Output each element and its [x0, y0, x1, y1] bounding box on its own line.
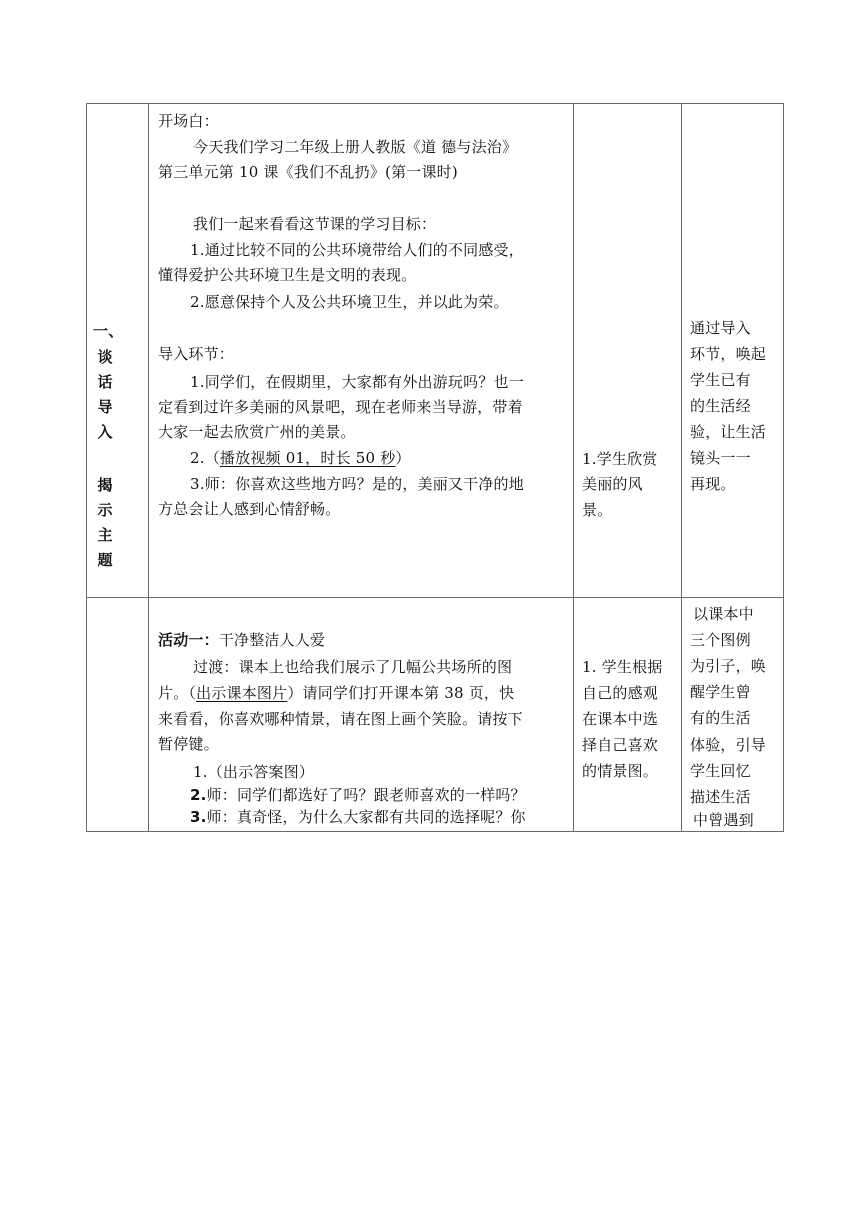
col-divider-3 [681, 103, 682, 832]
opening-label: 开场白： [158, 112, 219, 130]
point-number: 2. [190, 786, 207, 804]
row-divider [86, 597, 784, 598]
intent-line: 的生活经 [690, 397, 751, 415]
student-line: 的情景图。 [582, 762, 659, 780]
play-video-link[interactable]: 播放视频 01，时长 50 秒 [219, 449, 396, 467]
transition-line-2 [158, 684, 514, 703]
intro-line: 今天我们学习二年级上册人教版《道 德与法治》 [193, 138, 518, 156]
table-top-border [86, 103, 784, 104]
point-line [190, 808, 526, 827]
intent-line: 三个图例 [690, 631, 751, 649]
intent-line: 通过导入 [690, 319, 751, 337]
step-line: 大家一起去欣赏广州的美景。 [158, 423, 356, 441]
student-line: 在课本中选 [582, 710, 659, 728]
table-left-border [86, 103, 87, 832]
step-line: 3.师：你喜欢这些地方吗？是的，美丽又干净的地 [190, 475, 524, 493]
transition-line: 暂停键。 [158, 735, 219, 753]
student-line: 1.学生欣赏 [582, 450, 658, 468]
student-line: 美丽的风 [582, 475, 643, 493]
student-line: 景。 [582, 501, 613, 519]
activity-label: 活动一： [158, 631, 219, 649]
intent-line: 学生回忆 [690, 762, 751, 780]
stage-char: 题 [97, 551, 113, 569]
transition-part: ）请同学们打开课本第 38 页，快 [287, 684, 515, 702]
intent-line: 验，让生活 [690, 423, 767, 441]
activity-heading [158, 631, 325, 650]
stage-char: 导 [97, 398, 113, 416]
col-divider-2 [573, 103, 574, 832]
intro-line: 第三单元第 10 课《我们不乱扔》(第一课时) [158, 163, 458, 181]
goal-line: 1.通过比较不同的公共环境带给人们的不同感受， [190, 241, 524, 259]
stage-char: 揭 [97, 476, 113, 494]
stage-char: 入 [97, 423, 113, 441]
step-2-suffix: ） [395, 449, 411, 467]
intent-line: 有的生活 [690, 709, 751, 727]
intent-line: 以课本中 [693, 605, 754, 623]
intent-line: 再现。 [690, 475, 736, 493]
intent-line: 环节，唤起 [690, 345, 767, 363]
intent-line: 学生已有 [690, 371, 751, 389]
intent-line: 为引子，唤 [690, 657, 767, 675]
lead-label: 导入环节： [158, 345, 235, 363]
goal-line: 懂得爱护公共环境卫生是文明的表现。 [158, 266, 417, 284]
transition-part: 片。（ [158, 684, 197, 702]
goal-line: 2.愿意保持个人及公共环境卫生，并以此为荣。 [190, 293, 509, 311]
point-line: 1.（出示答案图） [193, 763, 315, 781]
intent-line: 描述生活 [690, 788, 751, 806]
stage-char: 示 [97, 501, 113, 519]
stage-number: 一、 [93, 322, 124, 340]
student-line: 自己的感观 [582, 684, 659, 702]
point-number: 3. [190, 808, 207, 826]
step-2-prefix: 2.（ [190, 449, 220, 467]
transition-line: 过渡：课本上也给我们展示了几幅公共场所的图 [193, 658, 513, 676]
step-2-line [190, 449, 411, 468]
point-text: 师：同学们都选好了吗？跟老师喜欢的一样吗？ [206, 786, 526, 804]
activity-title: 干净整洁人人爱 [218, 631, 326, 649]
transition-line: 来看看，你喜欢哪种情景，请在图上画个笑脸。请按下 [158, 710, 523, 728]
point-line [190, 786, 526, 805]
table-right-border [783, 103, 784, 832]
stage-char: 谈 [97, 348, 113, 366]
intent-line: 镜头一一 [690, 449, 751, 467]
col-divider-1 [148, 103, 149, 832]
stage-char: 话 [97, 373, 113, 391]
goals-label: 我们一起来看看这节课的学习目标： [193, 215, 437, 233]
point-text: 师：真奇怪，为什么大家都有共同的选择呢？你 [206, 808, 526, 826]
show-textbook-link[interactable]: 出示课本图片 [196, 684, 288, 702]
step-line: 方总会让人感到心情舒畅。 [158, 500, 341, 518]
intent-line: 中曾遇到 [693, 811, 754, 829]
stage-char: 主 [97, 526, 113, 544]
intent-line: 体验，引导 [690, 736, 767, 754]
student-line: 1. 学生根据 [582, 658, 663, 676]
step-line: 定看到过许多美丽的风景吧，现在老师来当导游，带着 [158, 398, 523, 416]
step-line: 1.同学们，在假期里，大家都有外出游玩吗？也一 [190, 373, 524, 391]
table-bottom-border [86, 831, 784, 832]
student-line: 择自己喜欢 [582, 736, 659, 754]
intent-line: 醒学生曾 [690, 683, 751, 701]
